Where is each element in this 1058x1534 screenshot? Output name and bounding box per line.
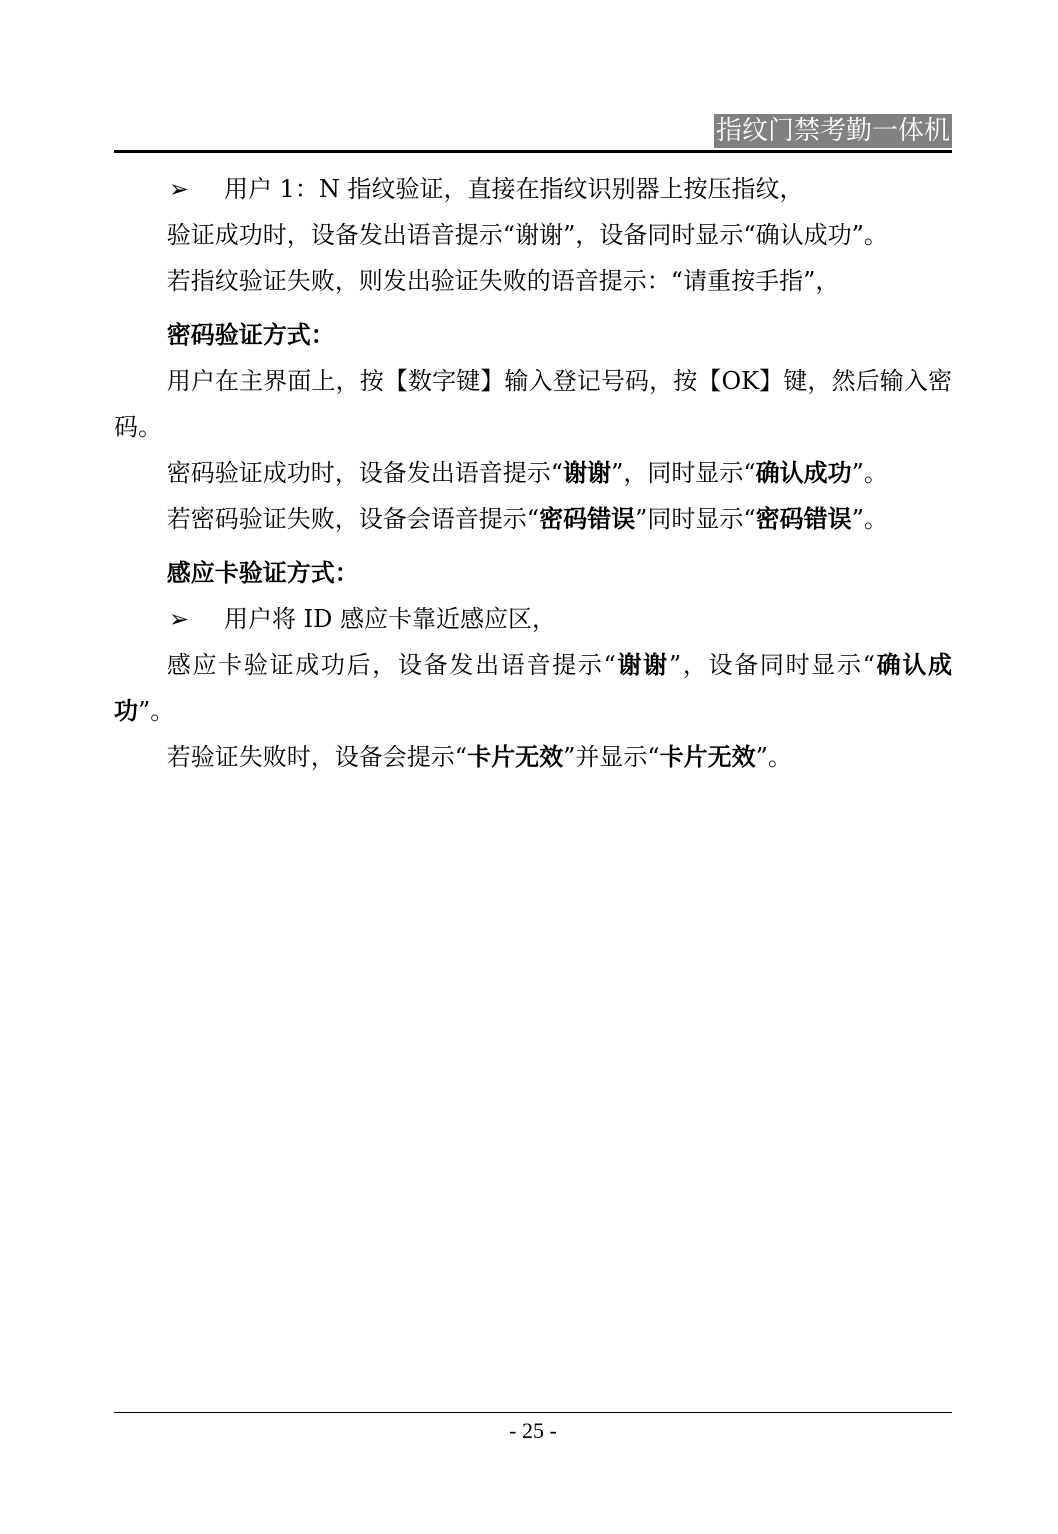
password-instruction-paragraph: 用户在主界面上，按【数字键】输入登记号码，按【OK】键，然后输入密码。: [114, 367, 952, 441]
password-success-paragraph: [114, 450, 952, 496]
bold-phrase: 卡片无效: [659, 742, 756, 771]
bold-phrase: 卡片无效: [467, 742, 564, 771]
arrow-bullet-icon: ➢: [169, 175, 190, 203]
text-run: ”同时显示“: [635, 505, 756, 533]
document-header-title: 指纹门禁考勤一体机: [715, 116, 950, 146]
bold-phrase: 谢谢: [563, 458, 612, 487]
page-body: [114, 166, 952, 780]
text-run: ”并显示“: [563, 743, 660, 771]
card-bullet-text: 用户将 ID 感应卡靠近感应区，: [224, 605, 556, 633]
arrow-bullet-icon: ➢: [169, 605, 190, 633]
text-run: ”。: [138, 697, 175, 725]
text-run: ”。: [755, 743, 792, 771]
footer-divider: [114, 1412, 952, 1413]
card-failure-paragraph: [114, 734, 952, 780]
bold-phrase: 密码错误: [539, 504, 636, 533]
page-number: - 25 -: [509, 1418, 557, 1443]
text-run: 密码验证成功时，设备发出语音提示“: [166, 459, 564, 487]
fingerprint-bullet-text: 用户 1：N 指纹验证，直接在指纹识别器上按压指纹，: [224, 175, 804, 203]
fingerprint-success-paragraph: 验证成功时，设备发出语音提示“谢谢”，设备同时显示“确认成功”。: [166, 221, 888, 249]
text-run: ”，同时显示“: [611, 459, 756, 487]
card-bullet-item: [114, 596, 952, 642]
bold-phrase: 确认成功: [755, 458, 852, 487]
text-run: ”。: [851, 459, 888, 487]
text-run: 若密码验证失败，设备会语音提示“: [166, 505, 540, 533]
bold-phrase: 确认成功: [114, 650, 953, 725]
fingerprint-bullet-item: [114, 166, 952, 212]
password-section-heading: 密码验证方式：: [166, 320, 335, 349]
text-run: 若验证失败时，设备会提示“: [166, 743, 468, 771]
header-divider: [114, 150, 952, 153]
fingerprint-failure-paragraph: 若指纹验证失败，则发出验证失败的语音提示：“请重按手指”，: [166, 267, 840, 295]
bold-phrase: 密码错误: [755, 504, 852, 533]
text-run: ”，设备同时显示“: [668, 651, 875, 679]
text-run: 感应卡验证成功后，设备发出语音提示“: [166, 651, 616, 679]
text-run: ”。: [851, 505, 888, 533]
password-failure-paragraph: [114, 496, 952, 542]
card-section-heading: 感应卡验证方式：: [166, 558, 359, 587]
bold-phrase: 谢谢: [615, 650, 669, 679]
card-success-paragraph: [114, 642, 952, 734]
